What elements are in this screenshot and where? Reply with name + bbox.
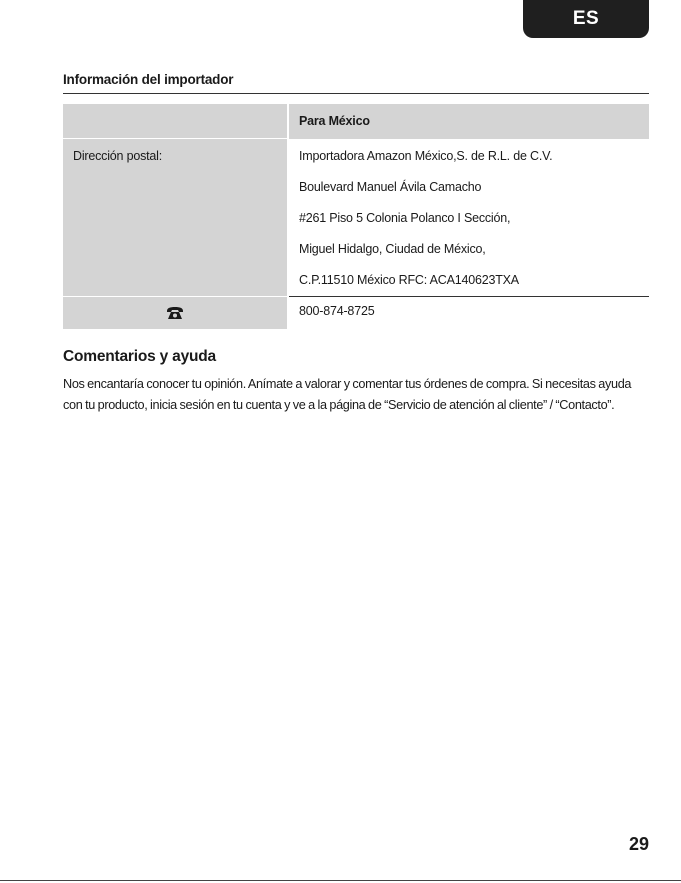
language-tab: ES [523, 0, 649, 38]
header-label-cell [63, 104, 287, 139]
phone-number: 800-874-8725 [299, 303, 375, 318]
feedback-body: Nos encantaría conocer tu opinión. Anímate a valorar y comentar tus órdenes de compra. Si necesitas ayuda con tu producto, inicia sesión en tu cuenta y ve a la página de “Servicio de atención al cliente” / “Contacto”. [63, 377, 632, 412]
table-row-address [63, 139, 649, 297]
address-line: Boulevard Manuel Ávila Camacho [299, 179, 482, 194]
heading-divider [63, 93, 649, 94]
address-label: Dirección postal: [63, 139, 287, 297]
phone-label-cell [63, 296, 287, 329]
address-line: Importadora Amazon México,S. de R.L. de C.V. [299, 148, 553, 163]
bottom-divider [0, 880, 681, 881]
feedback-title: Comentarios y ayuda [63, 348, 216, 365]
table-header-row [63, 104, 649, 139]
importer-table [63, 104, 649, 329]
address-line: Miguel Hidalgo, Ciudad de México, [299, 241, 486, 256]
phone-icon [166, 305, 184, 319]
address-line: #261 Piso 5 Colonia Polanco I Sección, [299, 210, 511, 225]
header-country: Para México [289, 104, 649, 139]
importer-heading: Información del importador [63, 72, 234, 87]
address-line: C.P.11510 México RFC: ACA140623TXA [299, 272, 519, 287]
page-number: 29 [628, 834, 649, 854]
table-row-phone [63, 296, 649, 329]
address-value [289, 139, 649, 297]
